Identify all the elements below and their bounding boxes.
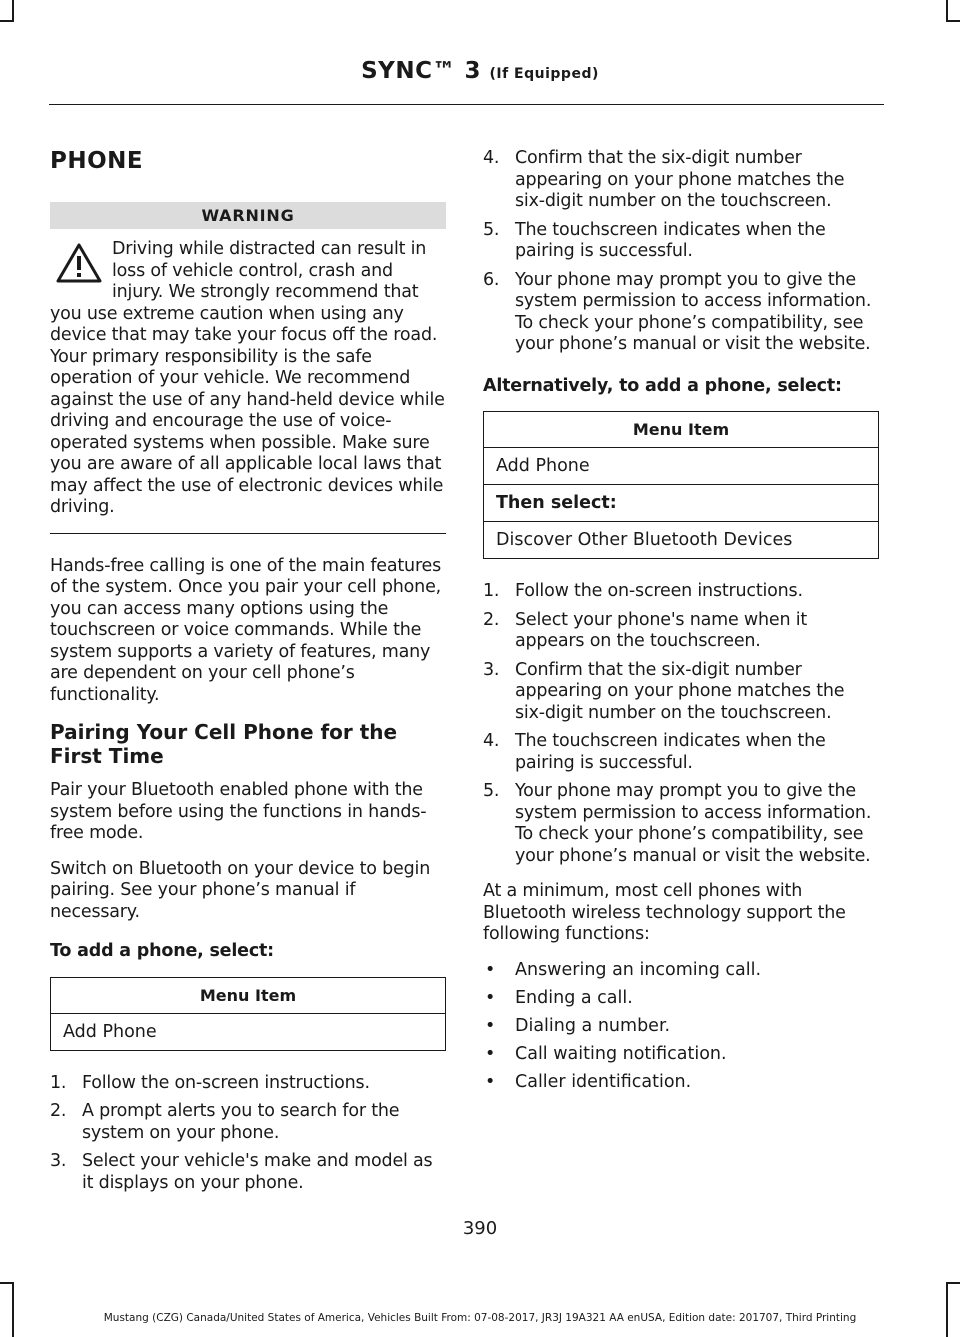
crop-mark <box>0 20 14 22</box>
add-phone-label: To add a phone, select: <box>50 941 274 961</box>
header-rule <box>49 104 884 105</box>
pairing-heading: Pairing Your Cell Phone for the First Time <box>50 720 398 768</box>
functions-intro: At a minimum, most cell phones with Bluetooth wireless technology support the following functions: <box>483 881 846 944</box>
pairing-steps <box>50 1073 446 1195</box>
right-column <box>483 148 879 1100</box>
table-cell: Add Phone <box>484 448 879 485</box>
page-number: 390 <box>462 1218 498 1239</box>
table-cell: Then select: <box>484 485 879 522</box>
warning-heading: WARNING <box>50 202 446 229</box>
crop-mark <box>12 1282 14 1337</box>
table-header: Menu Item <box>484 412 879 448</box>
list-item: • Answering an incoming call. <box>485 959 762 980</box>
functions-list <box>483 960 879 1094</box>
pairing-steps-continued <box>483 148 879 356</box>
alternative-steps <box>483 581 879 867</box>
header-subtitle: (If Equipped) <box>489 66 599 82</box>
list-item: 3. Confirm that the six-digit number appearing on your phone matches the six-digit number on the touchscreen. <box>483 659 845 723</box>
crop-mark <box>946 0 948 22</box>
pairing-paragraph-2: Switch on Bluetooth on your device to begin pairing. See your phone’s manual if necessary. <box>50 858 431 922</box>
crop-mark <box>946 1282 960 1284</box>
warning-text: Driving while distracted can result in loss of vehicle control, crash and injury. We strongly recommend that you use extreme caution when using any device that may take your focus off the road. Your primary responsibility is the safe operation of your vehicle. We recommend against the use of any hand-held device while driving and encourage the use of voice-operated systems when possible. Make sure you are aware of all applicable local laws that may affect the use of electronic devices while driving. <box>50 239 445 517</box>
alternative-label: Alternatively, to add a phone, select: <box>483 375 842 396</box>
list-item: • Caller identification. <box>485 1071 692 1092</box>
intro-paragraph: Hands-free calling is one of the main features of the system. Once you pair your cell phone, you can access many options using the touchscreen or voice commands. While the system supports a variety of features, many are dependent on your cell phone’s functionality. <box>50 555 442 705</box>
list-item: 1. Follow the on-screen instructions. <box>483 581 803 601</box>
list-item: 3. Select your vehicle's make and model as it displays on your phone. <box>50 1151 433 1193</box>
table-cell: Add Phone <box>51 1013 446 1050</box>
menu-table-2 <box>483 411 879 559</box>
footer-text: Mustang (CZG) Canada/United States of America, Vehicles Built From: 07-08-2017, JR3J 19A321 AA enUSA, Edition date: 201707, Third Printing <box>103 1312 857 1324</box>
pairing-paragraph-1: Pair your Bluetooth enabled phone with the system before using the functions in hands-free mode. <box>50 780 427 843</box>
list-item: • Call waiting notification. <box>485 1043 727 1064</box>
crop-mark <box>946 1282 948 1337</box>
list-item: 4. Confirm that the six-digit number appearing on your phone matches the six-digit number on the touchscreen. <box>483 148 845 211</box>
list-item: 5. The touchscreen indicates when the pairing is successful. <box>483 219 826 261</box>
crop-mark <box>12 0 14 22</box>
list-item: 6. Your phone may prompt you to give the system permission to access information. To check your phone’s compatibility, see your phone’s manual or visit the website. <box>483 269 872 354</box>
warning-box <box>50 202 446 534</box>
menu-table-1 <box>50 977 446 1051</box>
crop-mark <box>0 1282 14 1284</box>
table-header: Menu Item <box>51 977 446 1013</box>
list-item: • Dialing a number. <box>485 1015 671 1036</box>
list-item: 1. Follow the on-screen instructions. <box>50 1072 370 1093</box>
section-title: PHONE <box>50 148 144 174</box>
left-column <box>50 148 446 1208</box>
warning-rule <box>50 533 446 534</box>
table-cell: Discover Other Bluetooth Devices <box>484 522 879 559</box>
crop-mark <box>946 20 960 22</box>
list-item: 5. Your phone may prompt you to give the system permission to access information. To check your phone’s compatibility, see your phone’s manual or visit the website. <box>483 781 872 866</box>
list-item: 2. A prompt alerts you to search for the system on your phone. <box>50 1101 400 1143</box>
list-item: 4. The touchscreen indicates when the pairing is successful. <box>483 731 826 773</box>
running-header <box>0 58 960 84</box>
list-item: 2. Select your phone's name when it appears on the touchscreen. <box>483 609 808 651</box>
warning-body <box>50 239 446 519</box>
header-title: SYNC™ 3 <box>361 58 481 84</box>
warning-triangle-icon <box>56 243 102 283</box>
list-item: • Ending a call. <box>485 987 633 1008</box>
